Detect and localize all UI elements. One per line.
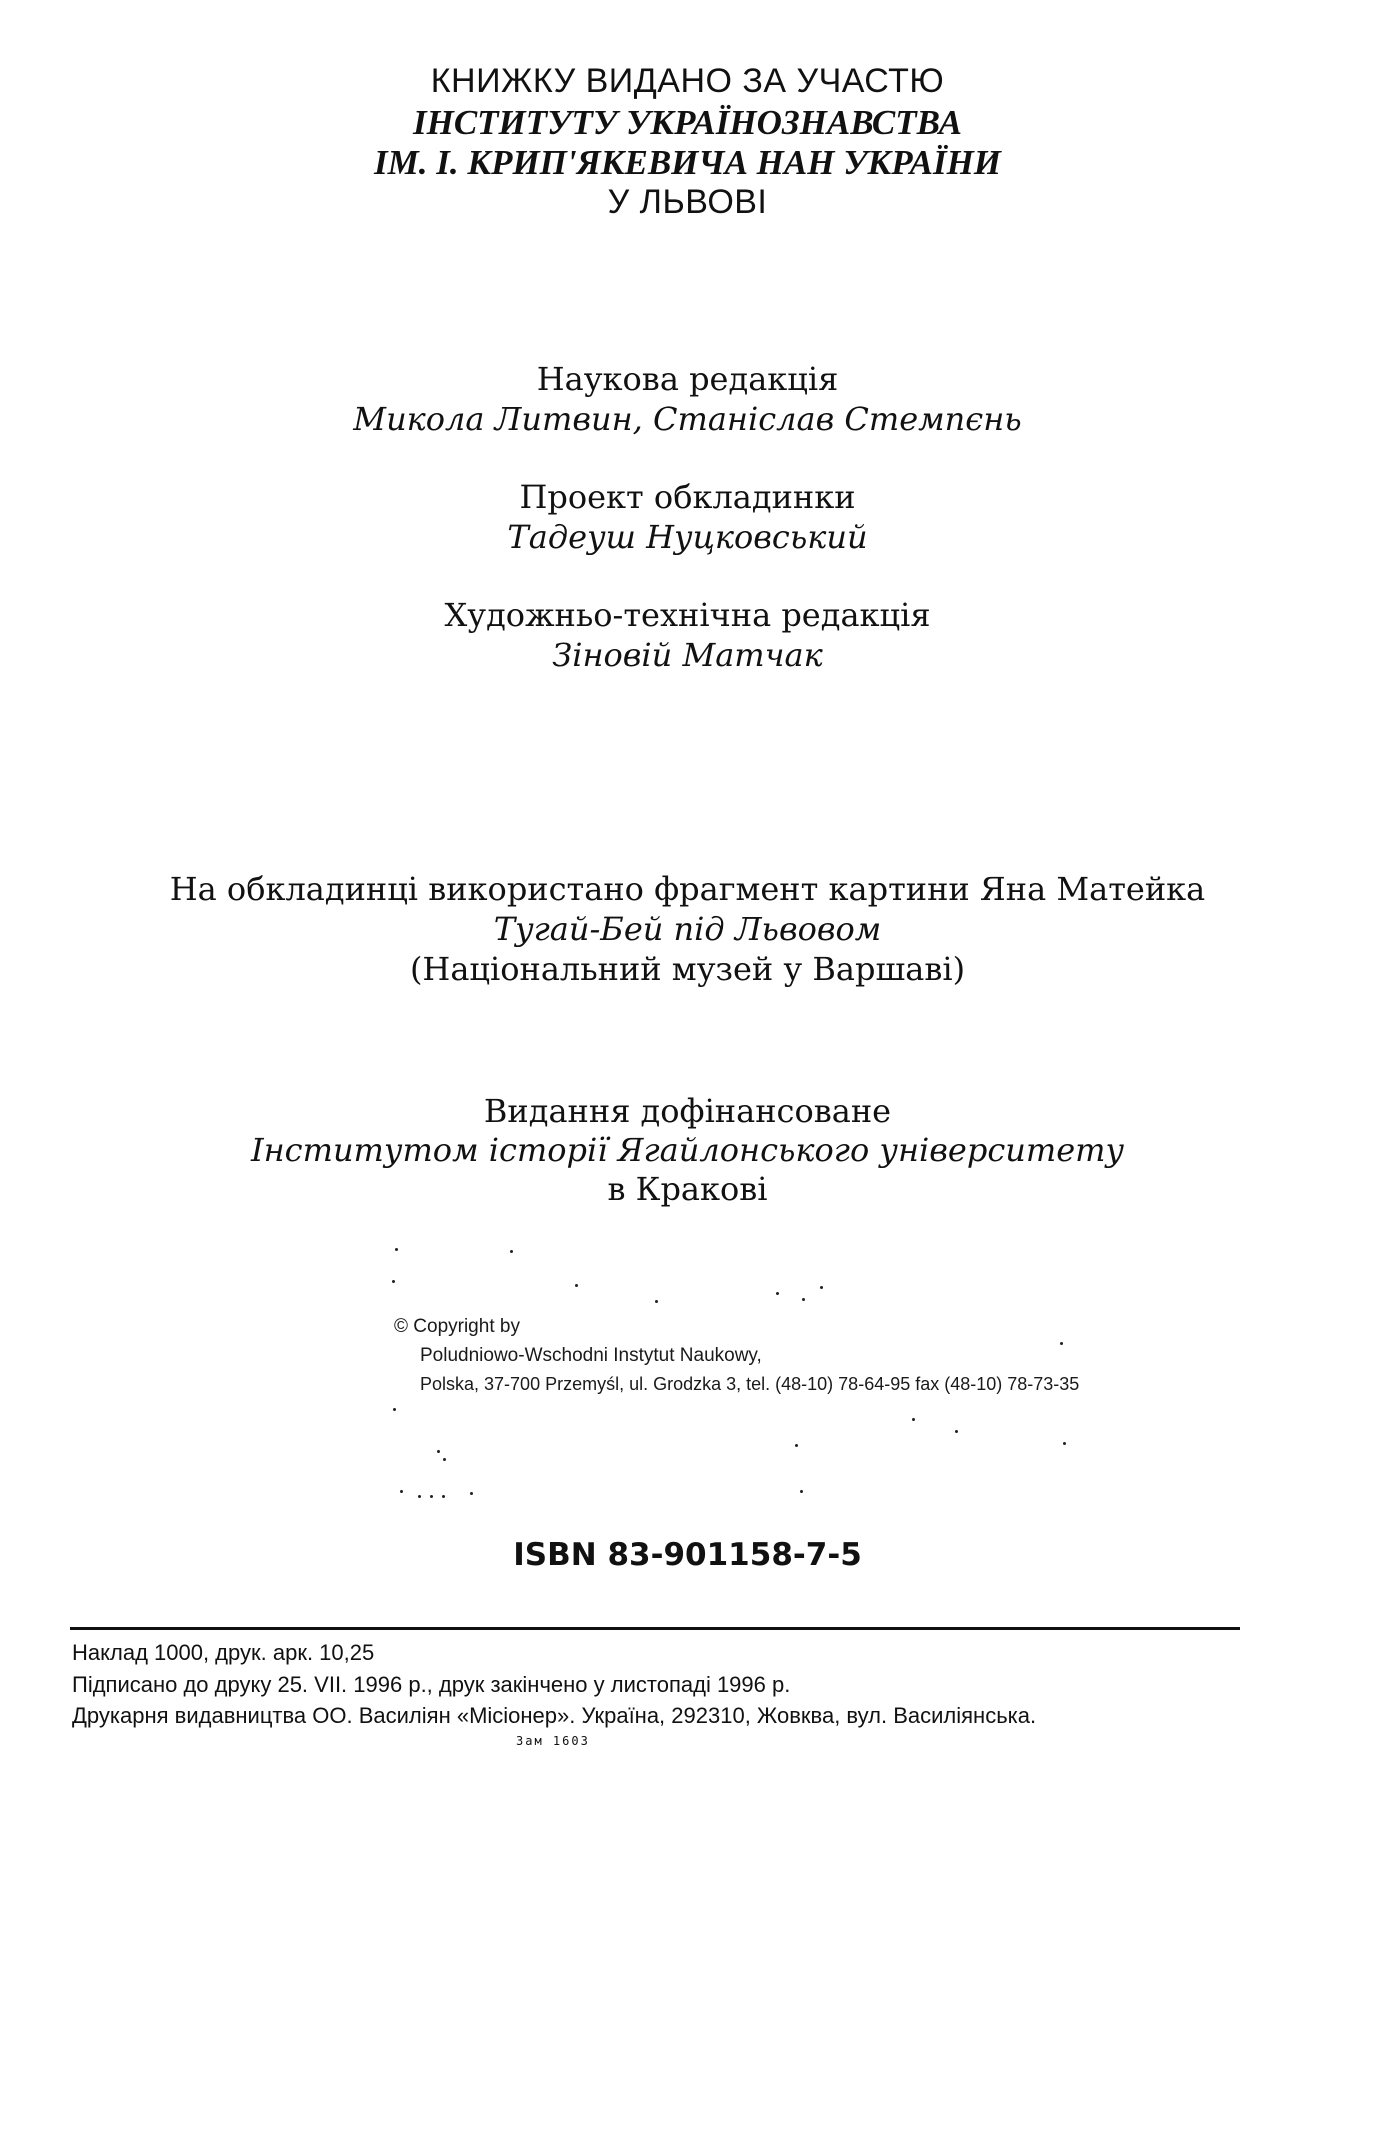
scan-speck [776, 1292, 779, 1295]
scan-speck [795, 1444, 798, 1447]
scan-speck [655, 1300, 658, 1303]
imprint-print-run: Наклад 1000, друк. арк. 10,25 [72, 1640, 375, 1665]
header-institute-name: ІНСТИТУТУ УКРАЇНОЗНАВСТВА [412, 103, 963, 142]
scan-speck [955, 1430, 958, 1433]
scan-speck [912, 1418, 915, 1421]
scan-speck [400, 1490, 403, 1493]
credit-role-technical-editing: Художньо-технічна редакція [444, 596, 931, 634]
divider-rule [70, 1627, 1240, 1630]
cover-note-painting-title: Тугай-Бей під Львовом [493, 910, 882, 948]
scan-speck [437, 1450, 440, 1453]
copyright-line-1: © Copyright by [394, 1316, 520, 1337]
scan-speck [430, 1495, 433, 1498]
credit-role-cover-design: Проект обкладинки [519, 478, 856, 516]
cover-note-line-1: На обкладинці використано фрагмент картини Яна Матейка [169, 870, 1206, 908]
scan-speck [443, 1458, 446, 1461]
funding-line-1: Видання дофінансоване [483, 1092, 892, 1130]
header-line-1: КНИЖКУ ВИДАНО ЗА УЧАСТЮ [430, 62, 945, 100]
scan-speck [395, 1248, 398, 1251]
imprint-order-number: Зам 1603 [516, 1734, 590, 1748]
header-city: У ЛЬВОВІ [607, 183, 768, 221]
header-institute-subtitle: ІМ. І. КРИП'ЯКЕВИЧА НАН УКРАЇНИ [373, 143, 1002, 182]
credit-role-scientific-editing: Наукова редакція [536, 360, 839, 398]
scan-speck [392, 1280, 395, 1283]
credit-name-scientific-editing: Микола Литвин, Станіслав Стемпєнь [353, 400, 1022, 438]
funding-city: в Кракові [607, 1170, 768, 1208]
scan-speck [393, 1408, 396, 1411]
credit-name-cover-design: Тадеуш Нуцковський [507, 518, 868, 556]
imprint-dates: Підписано до друку 25. VII. 1996 р., друк закінчено у листопаді 1996 р. [72, 1672, 791, 1697]
scan-speck [418, 1495, 421, 1498]
scan-speck [820, 1286, 823, 1289]
scan-speck [802, 1298, 805, 1301]
scan-speck [1060, 1342, 1063, 1345]
isbn: ISBN 83-901158-7-5 [513, 1537, 862, 1573]
scan-speck [470, 1492, 473, 1495]
scan-speck [800, 1490, 803, 1493]
scan-speck [1063, 1442, 1066, 1445]
scan-speck [510, 1250, 513, 1253]
copyright-address: Polska, 37-700 Przemyśl, ul. Grodzka 3, tel. (48-10) 78-64-95 fax (48-10) 78-73-35 [420, 1374, 1080, 1394]
credit-name-technical-editing: Зіновій Матчак [552, 636, 823, 674]
copyright-holder: Poludniowo-Wschodni Instytut Naukowy, [420, 1345, 762, 1366]
scan-speck [575, 1284, 578, 1287]
scan-speck [442, 1495, 445, 1498]
imprint-printer: Друкарня видавництва ОО. Василіян «Місіонер». Україна, 292310, Жовква, вул. Василіянська. [72, 1703, 1037, 1728]
funding-institute: Інститутом історії Ягайлонського університету [250, 1131, 1125, 1169]
cover-note-museum: (Національний музей у Варшаві) [409, 950, 966, 988]
